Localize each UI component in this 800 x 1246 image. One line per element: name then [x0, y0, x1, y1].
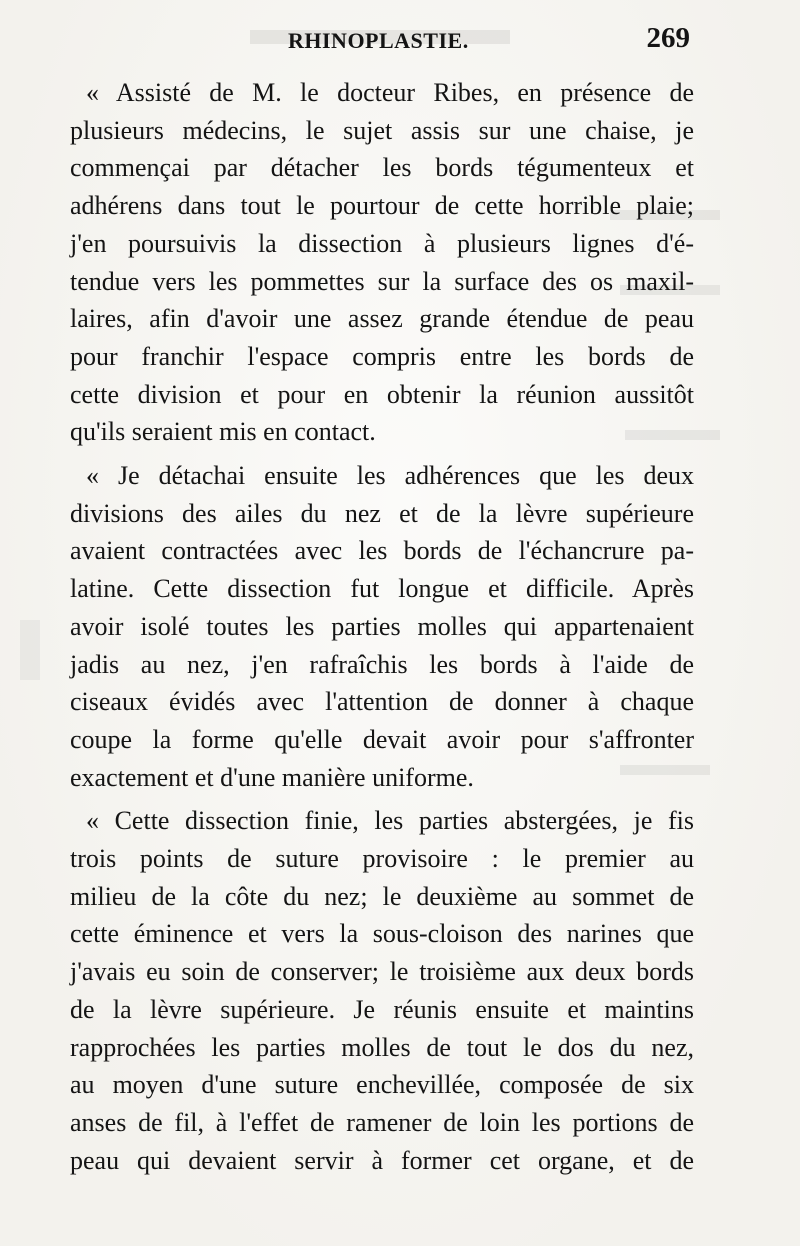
- text-line: trois points de suture provisoire : le premier au: [70, 844, 694, 874]
- text-line: j'en poursuivis la dissection à plusieurs lignes d'é-: [70, 228, 694, 258]
- text-line: « Cette dissection finie, les parties abstergées, je fis: [86, 806, 694, 836]
- text-line: exactement et d'une manière uniforme.: [70, 762, 474, 792]
- text-line: cette éminence et vers la sous-cloison des narines que: [70, 919, 694, 949]
- text-line: cette division et pour en obtenir la réunion aussitôt: [70, 379, 694, 409]
- running-head: RHINOPLASTIE.: [288, 28, 469, 53]
- text-line: peau qui devaient servir à former cet organe, et de: [70, 1145, 694, 1175]
- paragraph: [70, 74, 694, 451]
- text-line: ciseaux évidés avec l'attention de donner à chaque: [70, 687, 694, 717]
- paragraph: [70, 802, 694, 1179]
- body-text: [70, 74, 694, 1179]
- text-line: j'avais eu soin de conserver; le troisième aux deux bords: [70, 957, 694, 987]
- text-line: plusieurs médecins, le sujet assis sur une chaise, je: [70, 115, 694, 145]
- text-line: jadis au nez, j'en rafraîchis les bords à l'aide de: [70, 649, 694, 679]
- text-line: rapprochées les parties molles de tout le dos du nez,: [70, 1032, 694, 1062]
- page-number: 269: [646, 22, 690, 54]
- text-line: qu'ils seraient mis en contact.: [70, 417, 376, 447]
- text-line: avaient contractées avec les bords de l'échancrure pa-: [70, 536, 694, 566]
- text-line: latine. Cette dissection fut longue et difficile. Après: [70, 574, 694, 604]
- text-line: tendue vers les pommettes sur la surface des os maxil-: [70, 266, 694, 296]
- text-line: commençai par détacher les bords tégumenteux et: [70, 153, 694, 183]
- text-line: anses de fil, à l'effet de ramener de loin les portions de: [70, 1107, 694, 1137]
- text-line: de la lèvre supérieure. Je réunis ensuite et maintins: [70, 994, 694, 1024]
- text-line: « Assisté de M. le docteur Ribes, en présence de: [86, 78, 694, 107]
- text-line: adhérens dans tout le pourtour de cette horrible plaie;: [70, 191, 694, 221]
- text-line: au moyen d'une suture enchevillée, composée de six: [70, 1070, 694, 1100]
- text-line: divisions des ailes du nez et de la lèvre supérieure: [70, 498, 694, 528]
- text-line: laires, afin d'avoir une assez grande étendue de peau: [70, 304, 694, 334]
- paragraph: [70, 457, 694, 796]
- text-line: « Je détachai ensuite les adhérences que les deux: [86, 461, 694, 491]
- text-line: milieu de la côte du nez; le deuxième au sommet de: [70, 881, 694, 911]
- text-line: avoir isolé toutes les parties molles qui appartenaient: [70, 611, 694, 641]
- text-line: coupe la forme qu'elle devait avoir pour s'affronter: [70, 724, 694, 754]
- text-line: pour franchir l'espace compris entre les bords de: [70, 341, 694, 371]
- page-header: [70, 22, 690, 62]
